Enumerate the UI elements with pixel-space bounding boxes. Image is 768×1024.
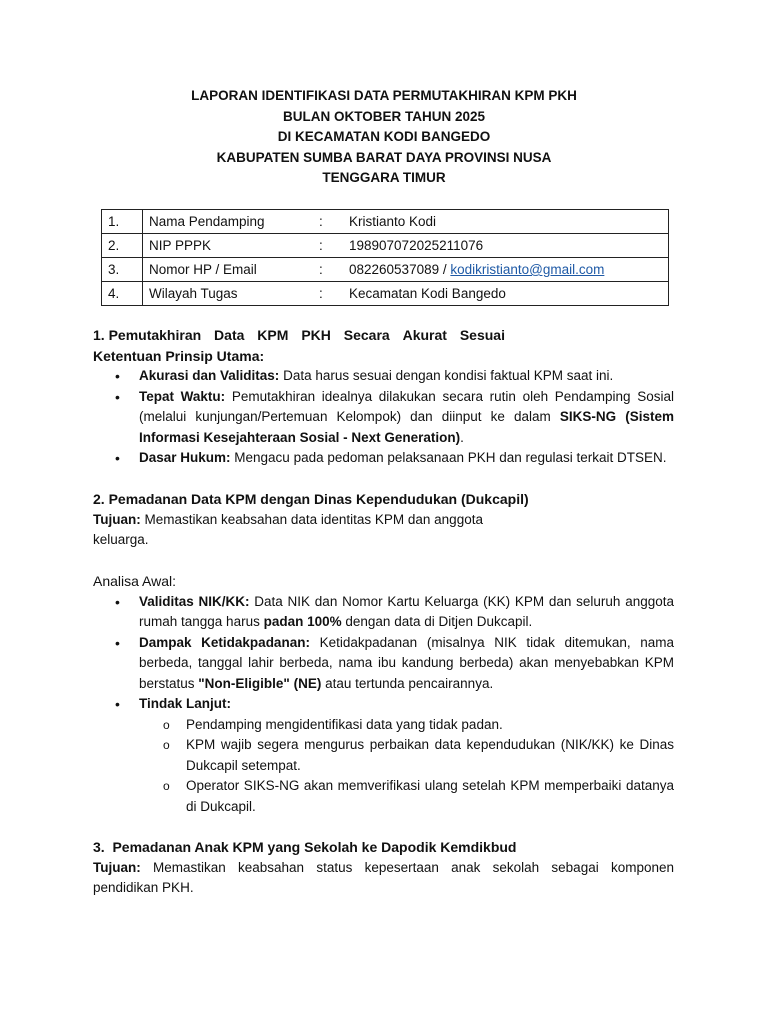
- row-value: 198907072025211076: [343, 234, 669, 258]
- item-term: Tepat Waktu:: [139, 388, 226, 404]
- goal-label: Tujuan:: [93, 511, 141, 527]
- item-text: Data NIK dan Nomor Kartu Keluarga (KK) KPM dan seluruh anggota rumah tangga harus: [139, 593, 678, 629]
- row-number: 4.: [102, 282, 143, 306]
- section-1: [93, 325, 678, 469]
- spacer: [93, 551, 674, 572]
- analysis-list: [93, 592, 678, 818]
- phone-number: 082260537089 /: [349, 262, 451, 277]
- section-3-heading: 3. Pemadanan Anak KPM yang Sekolah ke Dapodik Kemdikbud: [93, 839, 517, 855]
- item-text: Data harus sesuai dengan kondisi faktual KPM saat ini.: [279, 368, 614, 383]
- item-term: "Non-Eligible" (NE): [198, 675, 322, 691]
- item-term: Akurasi dan Validitas:: [139, 368, 280, 383]
- row-label: Nomor HP / Email: [143, 258, 314, 282]
- goal-text: Memastikan keabsahan status kepesertaan anak sekolah sebagai komponen pendidikan PKH.: [93, 859, 678, 895]
- goal-text: Memastikan keabsahan data identitas KPM dan anggota: [140, 511, 483, 527]
- item-term: Tindak Lanjut:: [139, 696, 232, 711]
- sub-list-item: o Operator SIKS-NG akan memverifikasi ulang setelah KPM memperbaiki datanya di Dukcapil.: [186, 776, 674, 817]
- item-text: Ketidakpadanan (misalnya NIK tidak ditemukan, nama berbeda, tanggal lahir berbeda, nama ibu kandung berbeda) akan menyebabkan KPM berstatus: [139, 634, 678, 691]
- sub-list-item: o Pendamping mengidentifikasi data yang tidak padan.: [186, 715, 674, 736]
- sub-list-item: o KPM wajib segera mengurus perbaikan data kependudukan (NIK/KK) ke Dinas Dukcapil setempat.: [186, 735, 674, 776]
- row-value: Kristianto Kodi: [343, 210, 669, 234]
- section-3: [93, 837, 678, 899]
- heading-word: 1. Pemutakhiran: [93, 327, 202, 343]
- table-row: [102, 258, 669, 282]
- title-line-1: LAPORAN IDENTIFIKASI DATA PERMUTAKHIRAN KPM PKH: [191, 88, 577, 103]
- row-label: Nama Pendamping: [143, 210, 314, 234]
- heading-word: Sesuai: [459, 327, 505, 343]
- item-term: Dampak Ketidakpadanan:: [139, 634, 310, 650]
- row-number: 3.: [102, 258, 143, 282]
- row-separator: :: [313, 234, 343, 258]
- section-3-goal: [93, 858, 678, 899]
- heading-word: KPM: [257, 327, 289, 343]
- heading-word: Data: [214, 327, 245, 343]
- title-line-2: BULAN OKTOBER TAHUN 2025: [282, 108, 486, 124]
- email-link[interactable]: kodikristianto@gmail.com: [450, 262, 605, 277]
- analysis-label: Analisa Awal:: [93, 573, 177, 589]
- row-number: 2.: [102, 234, 143, 258]
- heading-word: Secara: [343, 327, 390, 343]
- item-text: atau tertunda pencairannya.: [321, 675, 494, 691]
- item-term: padan 100%: [263, 614, 342, 629]
- list-item: [139, 633, 678, 695]
- principle-list: [93, 366, 678, 469]
- section-2-heading: 2. Pemadanan Data KPM dengan Dinas Kependudukan (Dukcapil): [93, 491, 529, 507]
- table-row: [102, 210, 669, 234]
- list-item: [139, 448, 674, 469]
- row-value: [343, 258, 669, 282]
- title-line-4: KABUPATEN SUMBA BARAT DAYA PROVINSI NUSA: [216, 149, 552, 165]
- section-2-goal-cont: keluarga.: [93, 532, 149, 547]
- list-item: [139, 366, 674, 387]
- row-separator: :: [313, 258, 343, 282]
- item-term: Dasar Hukum:: [139, 450, 231, 465]
- list-item: [139, 592, 678, 633]
- section-2-goal: [93, 510, 674, 531]
- title-line-3: DI KECAMATAN KODI BANGEDO: [277, 129, 491, 144]
- table-row: [102, 234, 669, 258]
- row-label: Wilayah Tugas: [143, 282, 314, 306]
- table-row: [102, 282, 669, 306]
- row-value: Kecamatan Kodi Bangedo: [343, 282, 669, 306]
- row-number: 1.: [102, 210, 143, 234]
- followup-list: [139, 715, 674, 818]
- row-separator: :: [313, 282, 343, 306]
- identity-table: [101, 209, 669, 306]
- goal-label: Tujuan:: [93, 859, 141, 875]
- report-title: [0, 86, 768, 189]
- section-1-subheading: Ketentuan Prinsip Utama:: [93, 347, 265, 364]
- heading-word: Akurat: [402, 327, 447, 343]
- item-text: dengan data di Ditjen Dukcapil.: [341, 614, 533, 629]
- list-item: [139, 694, 674, 817]
- section-2: [93, 489, 678, 817]
- item-term: SIKS-NG (Sistem Informasi Kesejahteraan Sosial - Next Generation): [139, 409, 674, 445]
- list-item: [139, 387, 678, 449]
- item-text: Mengacu pada pedoman pelaksanaan PKH dan regulasi terkait DTSEN.: [230, 450, 667, 465]
- title-line-5: TENGGARA TIMUR: [322, 170, 446, 185]
- heading-word: PKH: [301, 327, 331, 343]
- item-term: Validitas NIK/KK:: [139, 593, 250, 609]
- section-1-heading: [93, 325, 505, 346]
- item-text: .: [460, 429, 464, 445]
- row-label: NIP PPPK: [143, 234, 314, 258]
- item-text: Pemutakhiran idealnya dilakukan secara rutin oleh Pendamping Sosial (melalui kunjungan/Pertemuan Kelompok) dan diinput ke dalam: [139, 388, 678, 424]
- row-separator: :: [313, 210, 343, 234]
